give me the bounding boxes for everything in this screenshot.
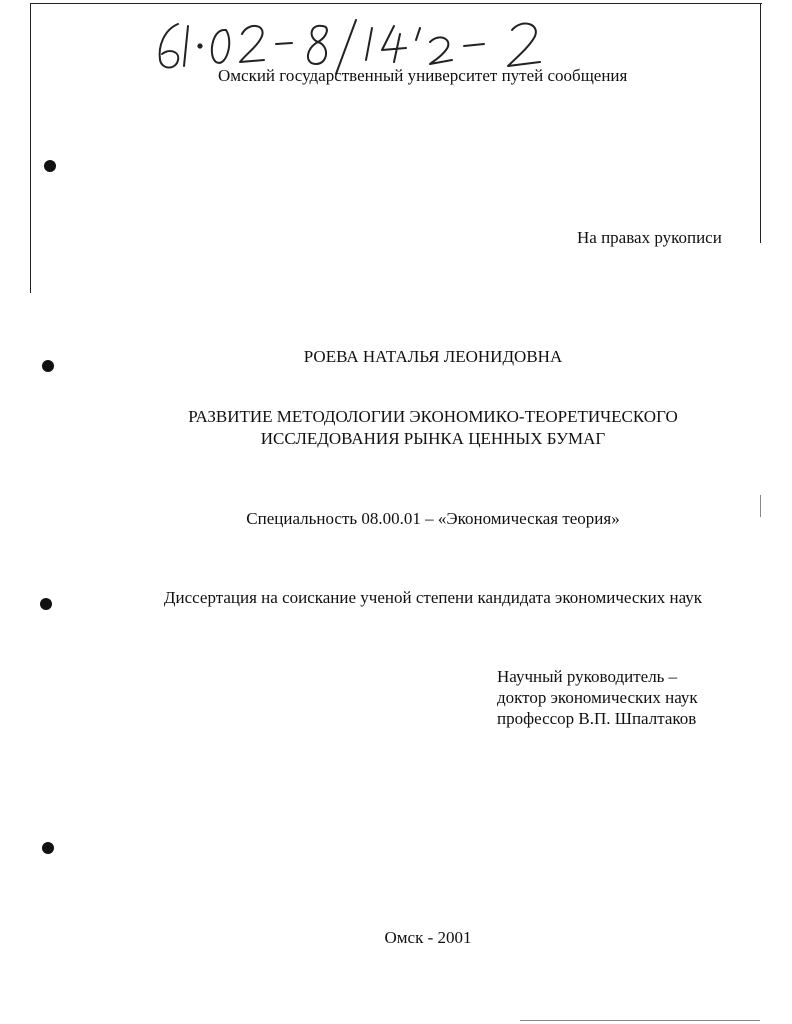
scan-border-bottom (520, 1020, 760, 1021)
institution-name: Омский государственный университет путей сообщения (218, 66, 628, 85)
punch-hole (44, 160, 56, 172)
specialty: Специальность 08.00.01 – «Экономическая теория» (246, 509, 620, 528)
supervisor-name: профессор В.П. Шпалтаков (497, 709, 697, 728)
manuscript-note: На правах рукописи (577, 228, 722, 247)
supervisor-label: Научный руководитель – (497, 667, 678, 686)
author-name: РОЕВА НАТАЛЬЯ ЛЕОНИДОВНА (303, 347, 563, 366)
scan-border-right (760, 3, 761, 243)
scan-border-left (30, 3, 31, 293)
dissertation-title-line-2: ИССЛЕДОВАНИЯ РЫНКА ЦЕННЫХ БУМАГ (260, 429, 606, 448)
dissertation-degree: Диссертация на соискание ученой степени кандидата экономических наук (163, 588, 703, 607)
supervisor-degree: доктор экономических наук (497, 688, 698, 707)
scan-border-top (30, 3, 762, 4)
city-year: Омск - 2001 (384, 928, 472, 947)
dissertation-title-line-1: РАЗВИТИЕ МЕТОДОЛОГИИ ЭКОНОМИКО-ТЕОРЕТИЧЕСКОГО (188, 407, 678, 426)
punch-hole (42, 842, 54, 854)
